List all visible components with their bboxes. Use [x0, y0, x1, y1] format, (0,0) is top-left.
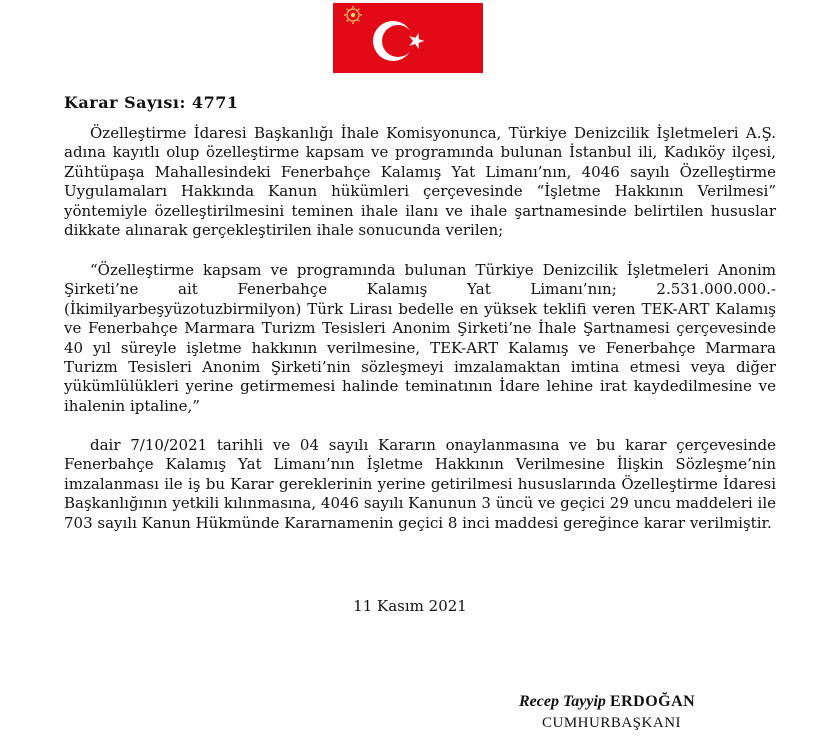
- signatory-name: [519, 693, 695, 711]
- signatory-given-names: Recep Tayyip: [519, 693, 606, 710]
- signatory-title: CUMHURBAŞKANI: [542, 715, 682, 731]
- signatory-surname: ERDOĞAN: [609, 693, 696, 710]
- decision-date: 11 Kasım 2021: [353, 597, 467, 615]
- paragraph-quoted-decision: “Özelleştirme kapsam ve programında bulunan Türkiye Denizcilik İşletmeleri Anonim Şirketi’ne ait Fenerbahçe Kalamış Yat Limanı’nın; 2.531.000.000.- (İkimilyarbeşyüzotuzbirmilyon) Türk Lirası bedelle en yüksek teklifi veren TEK-ART Kalamış ve Fenerbahçe Marmara Turizm Tesisleri Anonim Şirketi’ne İhale Şartnamesi çerçevesinde 40 yıl süreyle işletme hakkının verilmesine, TEK-ART Kalamış ve Fenerbahçe Marmara Turizm Tesisleri Anonim Şirketi’nin sözleşmeyi imzalamaktan imtina etmesi veya diğer yükümlülükleri yerine getirmemesi halinde teminatının İdare lehine irat kaydedilmesine ve ihalenin iptaline,”: [64, 261, 776, 415]
- decision-number: Karar Sayısı: 4771: [64, 93, 239, 112]
- turkish-presidential-flag-icon: [333, 3, 483, 73]
- presidential-flag-emblem: [333, 3, 483, 73]
- paragraph-conclusion: dair 7/10/2021 tarihli ve 04 sayılı Kararın onaylanmasına ve bu karar çerçevesinde Fenerbahçe Kalamış Yat Limanı’nın İşletme Hakkının Verilmesine İlişkin Sözleşme’nin imzalanması ile iş bu Karar gereklerinin yerine getirilmesi hususlarında Özelleştirme İdaresi Başkanlığının yetkili kılınmasına, 4046 sayılı Kanunun 3 üncü ve geçici 29 uncu maddeleri ile 703 sayılı Kanun Hükmünde Kararnamenin geçici 8 inci maddesi gereğince karar verilmiştir.: [64, 436, 776, 532]
- paragraph-intro: Özelleştirme İdaresi Başkanlığı İhale Komisyonunca, Türkiye Denizcilik İşletmeleri A.Ş. adına kayıtlı olup özelleştirme kapsam ve programında bulunan İstanbul ili, Kadıköy ilçesi, Zühtüpaşa Mahallesindeki Fenerbahçe Kalamış Yat Limanı’nın, 4046 sayılı Özelleştirme Uygulamaları Hakkında Kanun hükümleri çerçevesinde “İşletme Hakkının Verilmesi” yöntemiyle özelleştirilmesini teminen ihale ilanı ve ihale şartnamesinde belirtilen hususlar dikkate alınarak gerçekleştirilen ihale sonucunda verilen;: [64, 124, 776, 240]
